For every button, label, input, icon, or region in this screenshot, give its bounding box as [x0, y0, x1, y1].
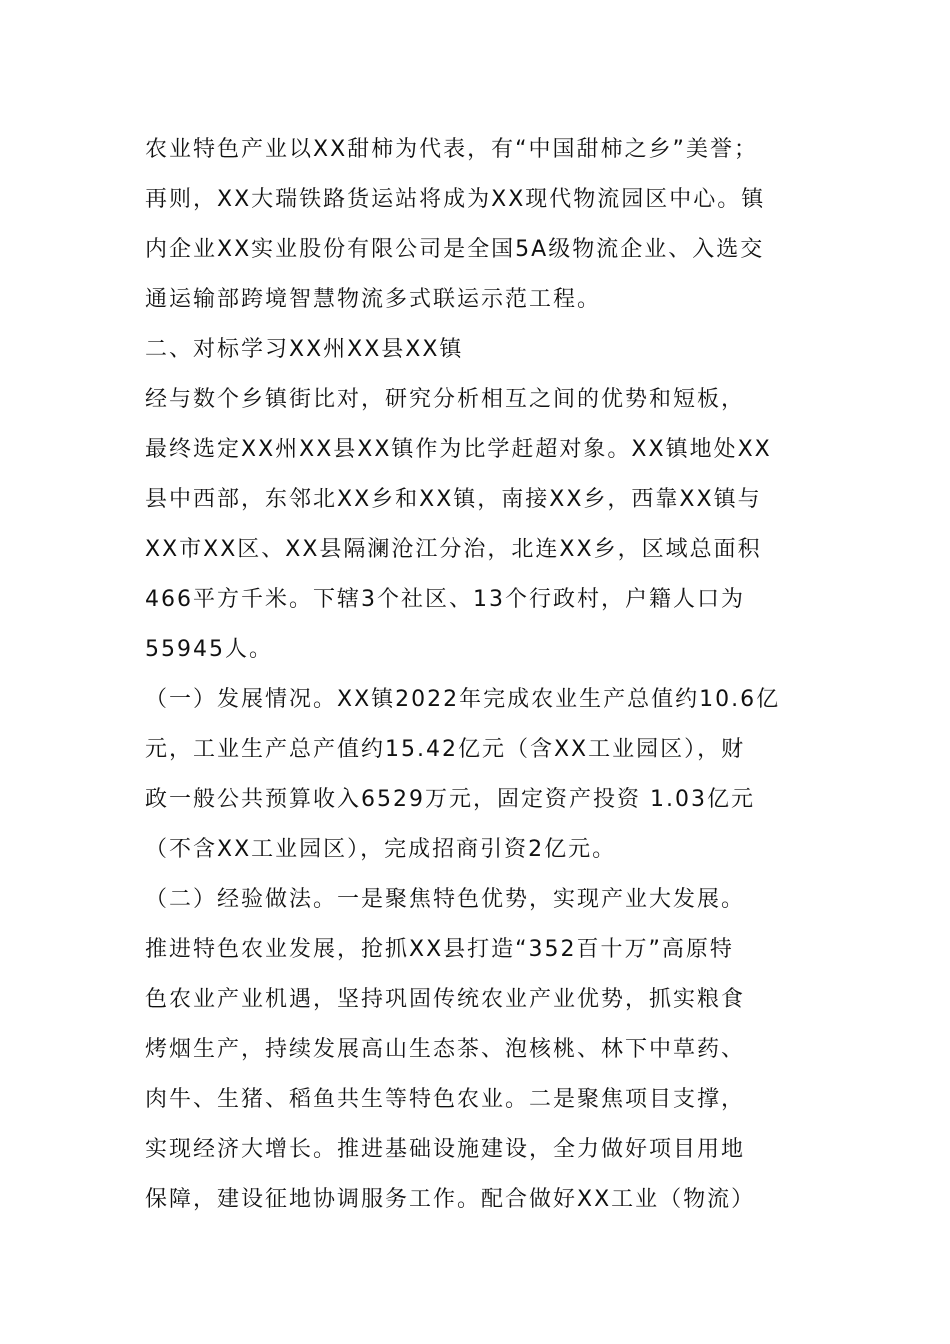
text-line: （不含XX工业园区），完成招商引资2亿元。: [145, 837, 617, 862]
text-line: 通运输部跨境智慧物流多式联运示范工程。: [145, 287, 602, 312]
text-line: 元，工业生产总产值约15.42亿元（含XX工业园区），财: [145, 737, 746, 762]
text-line: 内企业XX实业股份有限公司是全国5A级物流企业、入选交: [145, 237, 765, 262]
text-line: 县中西部，东邻北XX乡和XX镇，南接XX乡，西靠XX镇与: [145, 487, 762, 512]
text-line: 466平方千米。下辖3个社区、13个行政村，户籍人口为: [145, 587, 745, 612]
text-line: 最终选定XX州XX县XX镇作为比学赶超对象。XX镇地处XX: [145, 437, 772, 462]
text-line: （一）发展情况。XX镇2022年完成农业生产总值约10.6亿: [145, 687, 781, 712]
text-line: （二）经验做法。一是聚焦特色优势，实现产业大发展。: [145, 887, 746, 912]
text-line: 色农业产业机遇，坚持巩固传统农业产业优势，抓实粮食: [145, 987, 746, 1012]
text-line: 政一般公共预算收入6529万元，固定资产投资 1.03亿元: [145, 787, 755, 812]
text-line: 55945人。: [145, 637, 273, 662]
text-line: 再则，XX大瑞铁路货运站将成为XX现代物流园区中心。镇: [145, 187, 766, 212]
text-line: 农业特色产业以XX甜柿为代表，有“中国甜柿之乡”美誉；: [145, 137, 758, 162]
text-line: 肉牛、生猪、稻鱼共生等特色农业。二是聚焦项目支撑，: [145, 1087, 746, 1112]
text-line: 实现经济大增长。推进基础设施建设，全力做好项目用地: [145, 1137, 746, 1162]
text-line: 推进特色农业发展，抢抓XX县打造“352百十万”高原特: [145, 937, 734, 962]
text-line: 保障，建设征地协调服务工作。配合做好XX工业（物流）: [145, 1187, 756, 1212]
section-heading: 二、对标学习XX州XX县XX镇: [145, 337, 464, 362]
text-line: 烤烟生产，持续发展高山生态茶、泡核桃、林下中草药、: [145, 1037, 746, 1062]
text-line: XX市XX区、XX县隔澜沧江分治，北连XX乡，区域总面积: [145, 537, 762, 562]
text-line: 经与数个乡镇街比对，研究分析相互之间的优势和短板，: [145, 387, 746, 412]
